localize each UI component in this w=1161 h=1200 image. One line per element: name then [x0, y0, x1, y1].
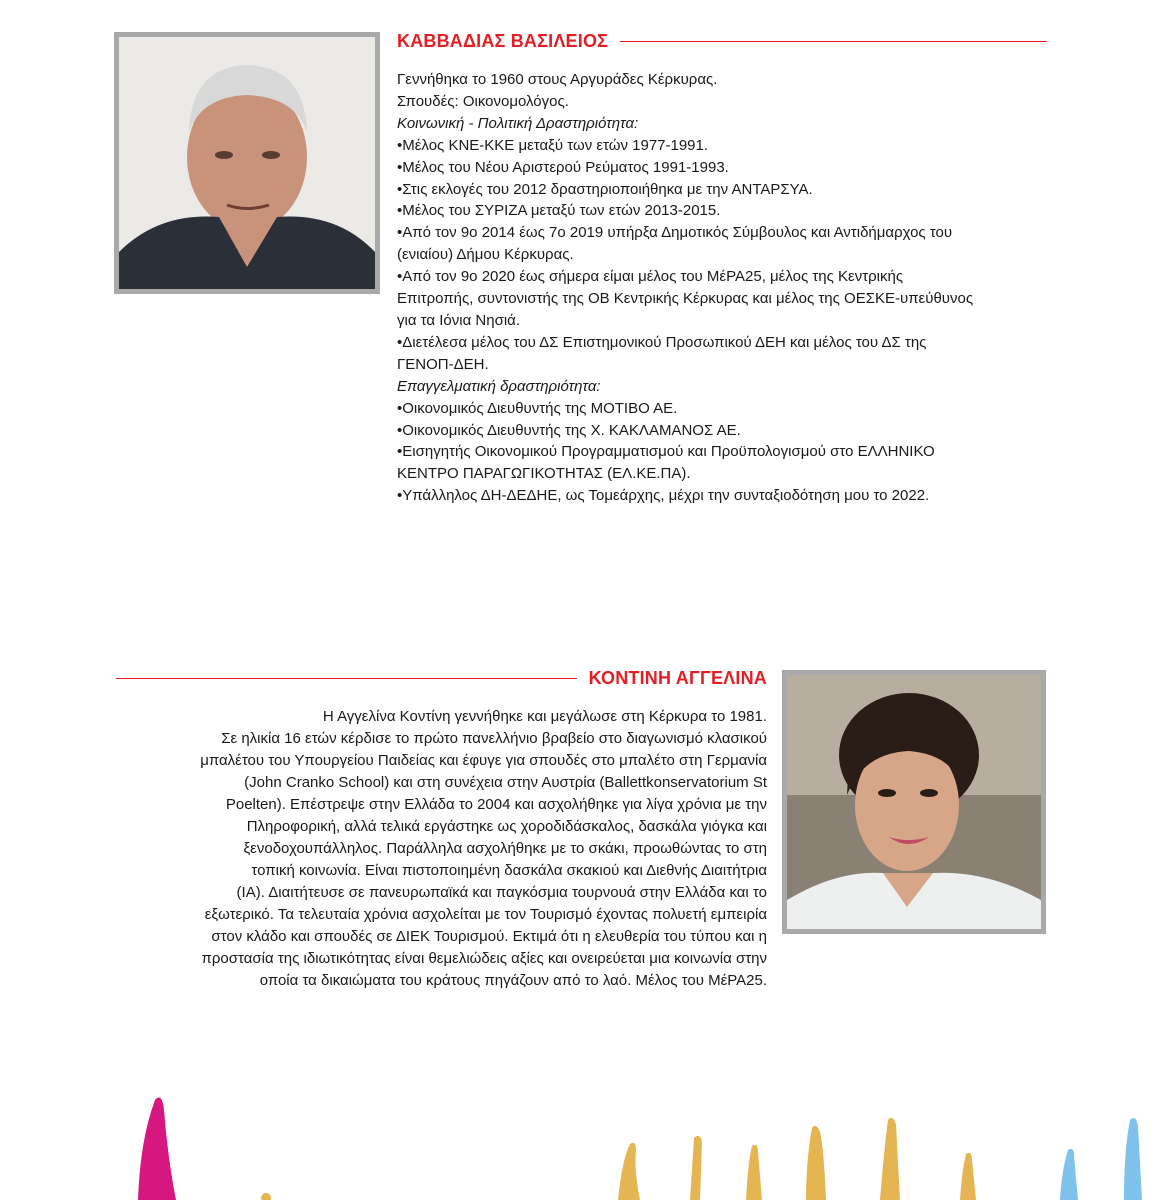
blue-brush-shape	[1124, 1118, 1142, 1200]
bio-line: προστασία της ιδιωτικότητας είναι θεμελιώδεις αξίες και ονειρεύεται μια κοινωνία στην	[201, 950, 767, 967]
bio-line: •Οικονομικός Διευθυντής της Χ. ΚΑΚΛΑΜΑΝΟΣ ΑΕ.	[397, 421, 741, 439]
portrait-angelina-image	[787, 675, 1041, 929]
bio-line: Poelten). Επέστρεψε στην Ελλάδα το 2004 και ασχολήθηκε για λίγα χρόνια με την	[225, 796, 767, 813]
bio-line: μπαλέτου του Υπουργείου Παιδείας και έφυγε για σπουδές στο μπαλέτο στη Γερμανία	[200, 752, 767, 769]
heading-angelina	[116, 668, 767, 689]
bio-line: •Διετέλεσα μέλος του ΔΣ Επιστημονικού Προσωπικού ΔΕΗ και μέλος του ΔΣ της	[397, 333, 927, 351]
decorative-footer-art	[0, 1080, 1161, 1200]
yellow-dot	[261, 1193, 271, 1200]
bio-line: Σε ηλικία 16 ετών κέρδισε το πρώτο πανελλήνιο βραβείο στο διαγωνισμό κλασικού	[221, 730, 767, 747]
bio-subheading: Κοινωνική - Πολιτική Δραστηριότητα:	[397, 114, 639, 132]
bio-line: (ενιαίου) Δήμου Κέρκυρας.	[397, 246, 574, 264]
gold-brush-shape	[960, 1153, 976, 1200]
bio-line: (ΙΑ). Διαιτήτευσε σε πανευρωπαϊκά και παγκόσμια τουρνουά στην Ελλάδα και το	[236, 884, 767, 901]
gold-brush-shape	[880, 1118, 900, 1200]
bio-line: •Μέλος ΚΝΕ-ΚΚΕ μεταξύ των ετών 1977-1991.	[397, 136, 709, 154]
bio-line: Σπουδές: Οικονομολόγος.	[397, 92, 569, 110]
blue-brush-shape	[1060, 1149, 1078, 1200]
bio-line: •Υπάλληλος ΔΗ-ΔΕΔΗΕ, ως Τομεάρχης, μέχρι την συνταξιοδότηση μου το 2022.	[397, 487, 930, 505]
bio-line: •Οικονομικός Διευθυντής της ΜΟΤΙΒΟ ΑΕ.	[397, 399, 678, 417]
bio-line: ΓΕΝΟΠ-ΔΕΗ.	[397, 355, 489, 373]
bio-line: Επιτροπής, συντονιστής της ΟΒ Κεντρικής Κέρκυρας και μέλος της ΟΕΣΚΕ-υπεύθυνος	[397, 290, 974, 308]
bio-line: Η Αγγελίνα Κοντίνη γεννήθηκε και μεγάλωσε στη Κέρκυρα το 1981.	[322, 708, 767, 725]
bio-line: •Στις εκλογές του 2012 δραστηριοποιήθηκα με την ΑΝΤΑΡΣΥΑ.	[397, 180, 813, 198]
bio-line: •Από τον 9ο 2014 έως 7ο 2019 υπήρξα Δημοτικός Σύμβουλος και Αντιδήμαρχος του	[397, 224, 953, 242]
bio-line: •Εισηγητής Οικονομικού Προγραμματισμού και Προϋπολογισμού στο ΕΛΛΗΝΙΚΟ	[397, 443, 935, 461]
bio-line: Γεννήθηκα το 1960 στους Αργυράδες Κέρκυρας.	[397, 71, 718, 88]
bio-line: για τα Ιόνια Νησιά.	[397, 311, 521, 329]
heading-rule	[620, 41, 1047, 43]
bio-line: ξενοδοχουπάλληλος. Παράλληλα ασχολήθηκε με το σκάκι, προωθώντας το στη	[243, 840, 767, 857]
gold-brush-shape	[618, 1143, 640, 1200]
bio-angelina	[114, 706, 767, 992]
heading-rule	[116, 678, 577, 680]
bio-line: Πληροφορική, αλλά τελικά εργάστηκε ως χοροδιδάσκαλος, δασκάλα γιόγκα και	[246, 818, 767, 835]
heading-vasileios	[397, 31, 1047, 52]
bio-line: οποία τα δικαιώματα του κράτους πηγάζουν από το λαό. Μέλος του ΜέΡΑ25.	[259, 972, 767, 989]
portrait-photo-vasileios	[114, 32, 380, 294]
bio-line: ΚΕΝΤΡΟ ΠΑΡΑΓΩΓΙΚΟΤΗΤΑΣ (ΕΛ.ΚΕ.ΠΑ).	[397, 465, 691, 483]
name-angelina: ΚΟΝΤΙΝΗ ΑΓΓΕΛΙΝΑ	[588, 668, 767, 688]
name-vasileios: ΚΑΒΒΑΔΙΑΣ ΒΑΣΙΛΕΙΟΣ	[397, 31, 609, 51]
bio-line: τοπική κοινωνία. Είναι πιστοποιημένη δασκάλα σκακιού και Διεθνής Διαιτήτρια	[251, 862, 767, 879]
blue-hand-shapes	[1060, 1118, 1142, 1200]
bio-subheading: Επαγγελματική δραστηριότητα:	[397, 377, 601, 395]
gold-brush-shape	[690, 1136, 702, 1200]
bio-line: στον κλάδο και σπουδές σε ΔΙΕΚ Τουρισμού. Εκτιμά ότι η ελευθερία του τύπου και η	[211, 928, 767, 945]
gold-brush-shape	[746, 1145, 762, 1200]
gold-hand-shapes	[618, 1118, 976, 1200]
magenta-brush-shape	[138, 1098, 176, 1200]
bio-line: εξωτερικό. Τα τελευταία χρόνια ασχολείται με τον Τουρισμό έχοντας πολυετή εμπειρία	[204, 906, 767, 923]
bio-line: •Μέλος του Νέου Αριστερού Ρεύματος 1991-1993.	[397, 158, 729, 176]
bio-line: •Μέλος του ΣΥΡΙΖΑ μεταξύ των ετών 2013-2015.	[397, 202, 721, 220]
gold-brush-shape	[806, 1126, 826, 1200]
portrait-vasileios-image	[119, 37, 375, 289]
bio-line: (John Cranko School) και στη συνέχεια στην Αυστρία (Ballettkonservatorium St	[244, 774, 767, 791]
portrait-photo-angelina	[782, 670, 1046, 934]
bio-vasileios	[397, 69, 1057, 507]
bio-line: •Από τον 9ο 2020 έως σήμερα είμαι μέλος του ΜέΡΑ25, μέλος της Κεντρικής	[397, 268, 904, 286]
